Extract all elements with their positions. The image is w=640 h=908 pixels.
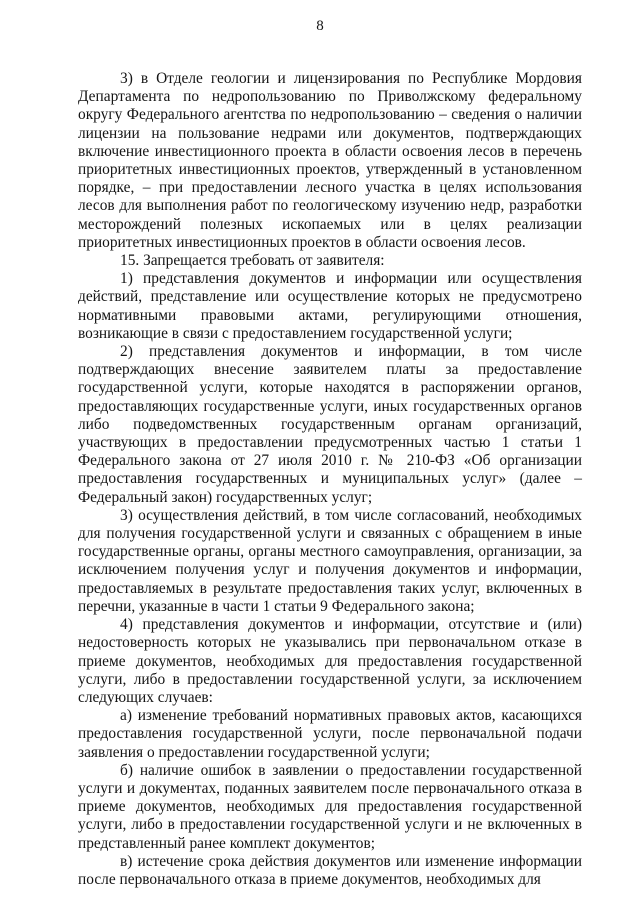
paragraph-15-prohibitions: 15. Запрещается требовать от заявителя: [120, 252, 385, 270]
document-body [78, 70, 582, 889]
paragraph-item-4: 4) представления документов и информации, отсутствие и (или) недостоверность которых не указывались при первоначальном отказе в приеме документов, необходимых для предоставления государственной услуги, либо в предоставлении государственной услуги, за исключением следующих случаев: [78, 616, 582, 706]
paragraph-item-1: 1) представления документов и информации или осуществления действий, представление или осуществление которых не предусмотрено нормативными правовыми актами, регулирующими отношения, возникающие в связи с предоставлением государственной услуги; [78, 270, 582, 342]
paragraph-item-2: 2) представления документов и информации, в том числе подтверждающих внесение заявителем платы за предоставление государственной услуги, которые находятся в распоряжении органов, предоставляющих государственные услуги, иных государственных органов либо подведомственных государственным органам организаций, участвующих в предоставлении предусмотренных частью 1 статьи 1 Федерального закона от 27 июля 2010 г. № 210-ФЗ «Об организации предоставления государственных и муниципальных услуг» (далее – Федеральный закон) государственных услуг; [78, 343, 582, 506]
paragraph-subitem-a: а) изменение требований нормативных правовых актов, касающихся предоставления государственной услуги, после первоначальной подачи заявления о предоставлении государственной услуги; [78, 707, 582, 761]
paragraph-subitem-b: б) наличие ошибок в заявлении о предоставлении государственной услуги и документах, поданных заявителем после первоначального отказа в приеме документов, необходимых для предоставления государственной услуги, либо в предоставлении государственной услуги и не включенных в представленный ранее комплект документов; [78, 761, 582, 852]
paragraph-3-geology-department: 3) в Отделе геологии и лицензирования по Республике Мордовия Департамента по недропользованию по Приволжскому федеральному округу Федерального агентства по недропользованию – сведения о наличии лицензии на пользование недрами или документов, подтверждающих включение инвестиционного проекта в области освоения лесов в перечень приоритетных инвестиционных проектов, утвержденный в установленном порядке, – при предоставлении лесного участка в целях использования лесов для выполнения работ по геологическому изучению недр, разработки месторождений полезных ископаемых или в целях реализации приоритетных инвестиционных проектов в области освоения лесов. [78, 70, 582, 251]
paragraph-item-3: 3) осуществления действий, в том числе согласований, необходимых для получения государственной услуги и связанных с обращением в иные государственные органы, органы местного самоуправления, организации, за исключением получения услуг и получения документов и информации, предоставляемых в результате предоставления таких услуг, включенных в перечни, указанные в части 1 статьи 9 Федерального закона; [78, 506, 582, 615]
paragraph-subitem-v: в) истечение срока действия документов или изменение информации после первоначального отказа в приеме документов, необходимых для [78, 852, 582, 888]
page-number: 8 [316, 18, 324, 34]
